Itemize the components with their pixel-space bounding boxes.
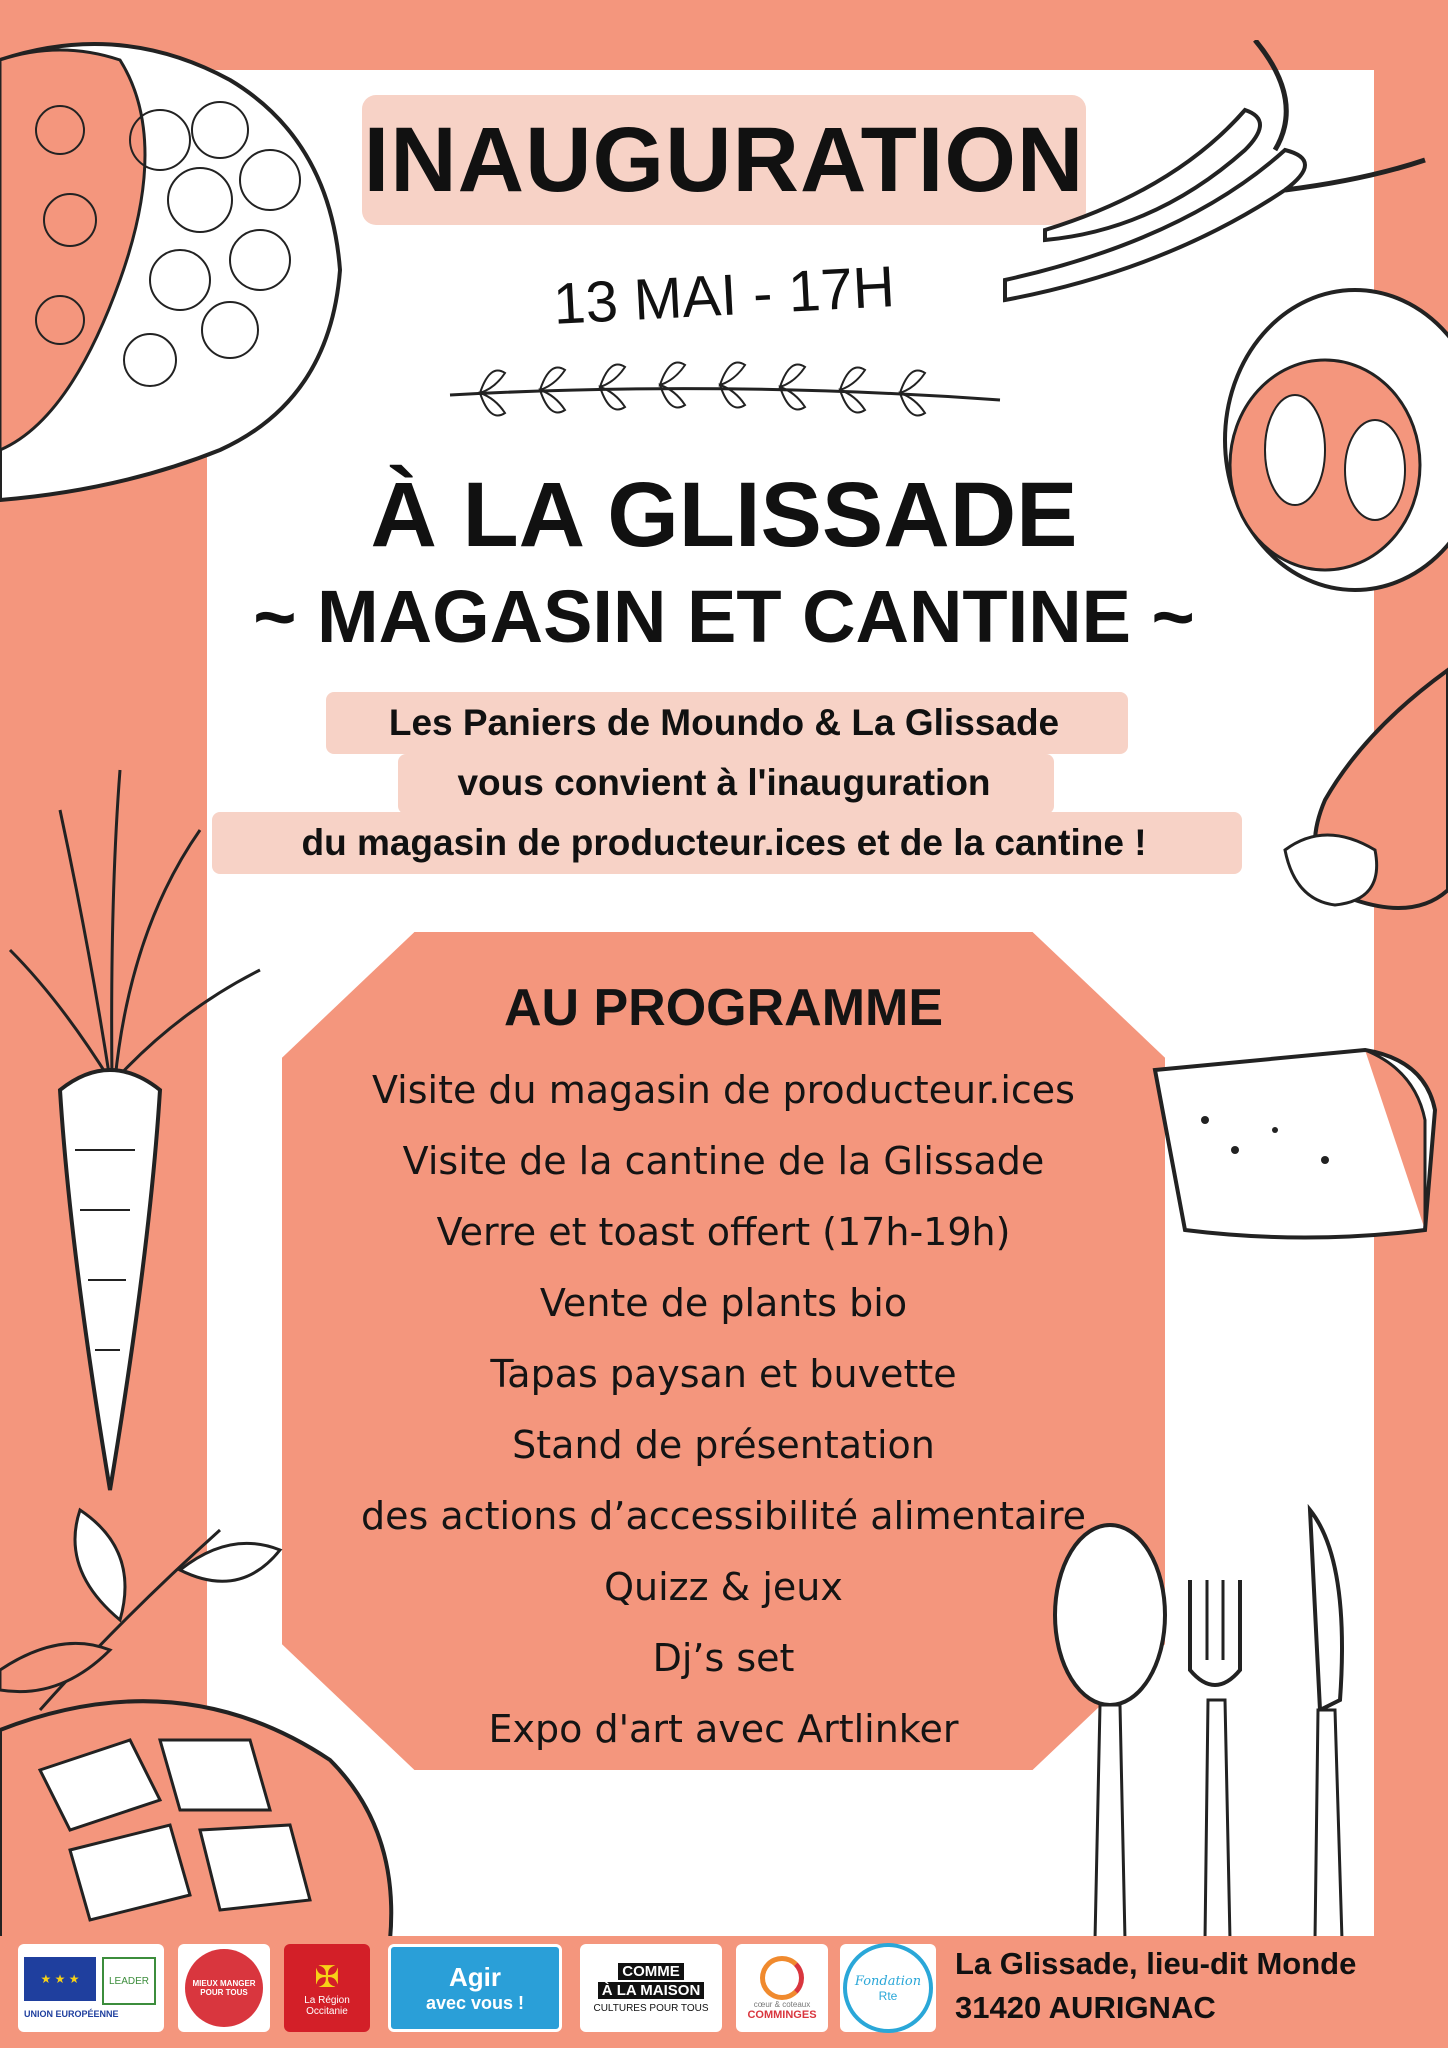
garlic-icon [1265, 650, 1448, 930]
herb-sprig-icon [440, 345, 1010, 435]
program-item: Quizz & jeux [604, 1565, 843, 1609]
mieux-manger-logo: MIEUX MANGER POUR TOUS [178, 1944, 270, 2032]
program-item: Vente de plants bio [539, 1281, 908, 1325]
program-title: AU PROGRAMME [503, 979, 944, 1037]
agir-avec-vous-logo: Agir avec vous ! [388, 1944, 562, 2032]
cross-icon: ✠ [314, 1960, 340, 1994]
program-item: Verre et toast offert (17h-19h) [436, 1210, 1011, 1254]
page-title: INAUGURATION [363, 109, 1085, 211]
carrot-icon [0, 750, 300, 1510]
comme-a-la-maison-logo: COMME À LA MAISON CULTURES POUR TOUS [580, 1944, 722, 2032]
venue-subtitle: ~ MAGASIN ET CANTINE ~ [253, 575, 1195, 658]
address-line-1: La Glissade, lieu-dit Monde [955, 1946, 1357, 1981]
cauliflower-icon [0, 20, 370, 520]
program-item: Tapas paysan et buvette [490, 1352, 957, 1396]
program-item: Stand de présentation [512, 1423, 935, 1467]
invitation-line-2: vous convient à l'inauguration [457, 762, 991, 803]
invitation-line-1: Les Paniers de Moundo & La Glissade [388, 702, 1060, 743]
region-occitanie-logo: ✠ La Région Occitanie [284, 1944, 370, 2032]
comminges-logo: cœur & coteaux COMMINGES [736, 1944, 828, 2032]
invitation-line-3: du magasin de producteur.ices et de la cantine ! [301, 822, 1147, 863]
venue-name: À LA GLISSADE [370, 464, 1078, 566]
eu-flag-icon: ★ ★ ★ [24, 1957, 96, 2001]
program-item: Expo d'art avec Artlinker [488, 1707, 959, 1751]
program-item: des actions d’accessibilité alimentaire [361, 1494, 1086, 1538]
event-date: 13 MAI - 17H [551, 254, 897, 337]
comminges-swirl-icon [760, 1956, 804, 2000]
program-item: Dj’s set [652, 1636, 795, 1680]
leader-icon: LEADER [102, 1957, 156, 2005]
cheese-icon [1125, 1030, 1448, 1270]
fondation-rte-logo: Fondation Rte [840, 1944, 936, 2032]
program-item: Visite du magasin de producteur.ices [372, 1068, 1075, 1112]
tomato-icon [1205, 270, 1448, 610]
program-item: Visite de la cantine de la Glissade [402, 1139, 1045, 1183]
address-line-2: 31420 AURIGNAC [955, 1990, 1216, 2025]
eu-leader-logo [18, 1944, 164, 2032]
bread-icon [0, 1650, 410, 1940]
eu-label: UNION EUROPÉENNE [24, 2009, 119, 2019]
cutlery-icon [1030, 1500, 1400, 1940]
